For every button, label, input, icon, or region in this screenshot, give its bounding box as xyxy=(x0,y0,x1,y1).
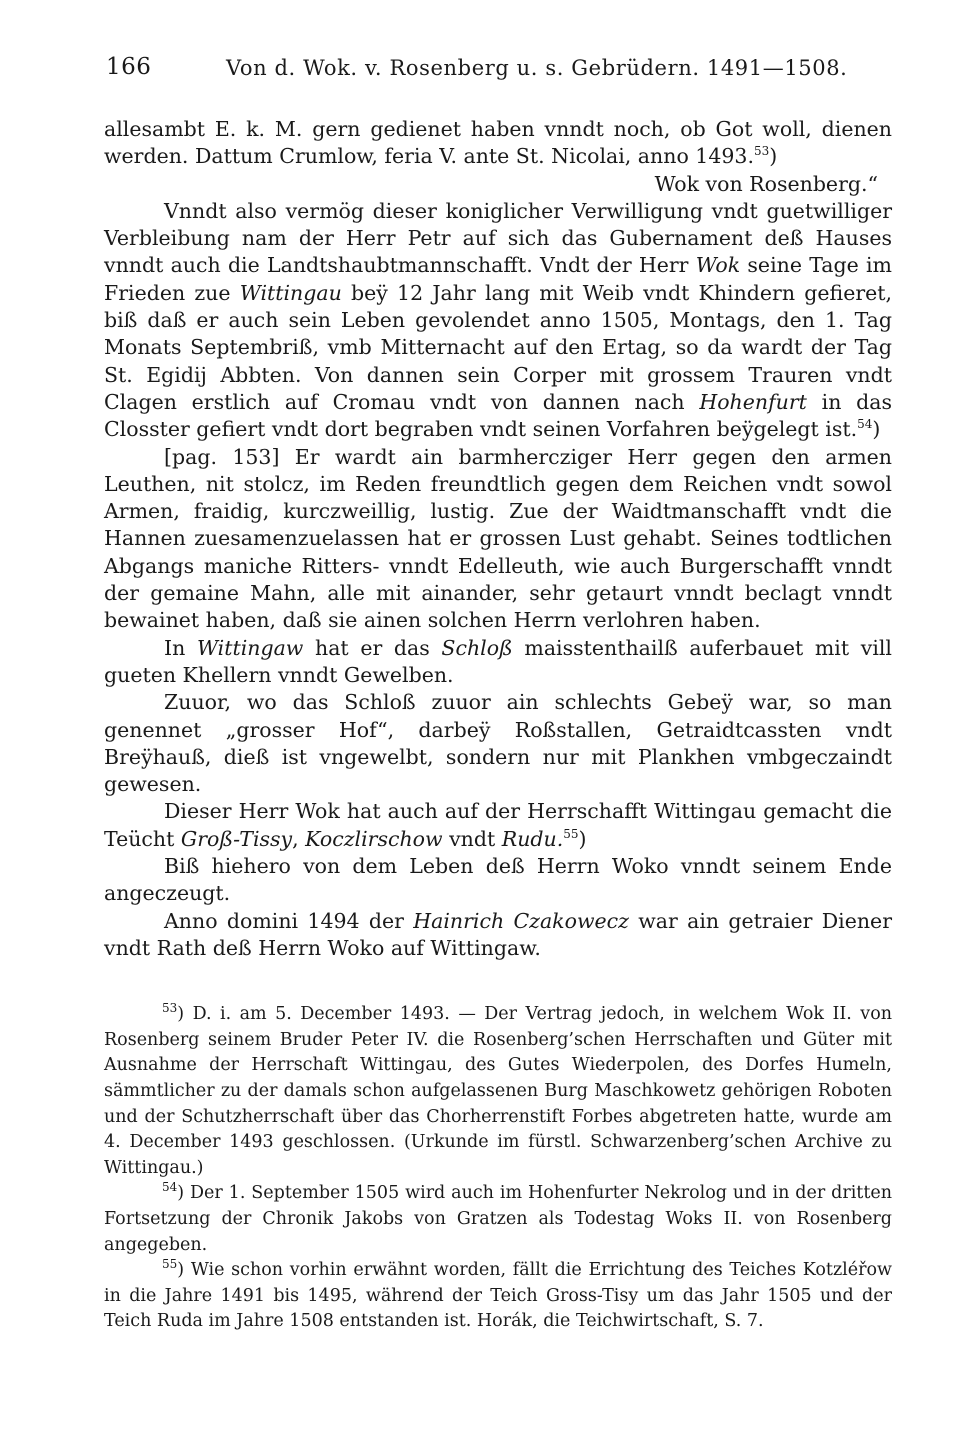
place-wittingau: Wittingau xyxy=(239,280,342,305)
paragraph-letter-close: allesambt E. k. M. gern gedienet haben vnndt noch, ob Got woll, dienen werden. Dattum Crumlow, feria V. ante St. Nicolai, anno 1493.53) xyxy=(104,117,892,169)
footnote-54: $^{54}$) Der 1. September 1505 wird auch im Hohenfurter Nekrolog und in der dritten Fortsetzung der Chronik Jakobs von Gratzen als Todestag Woks II. von Rosenberg angegeben. xyxy=(104,1180,892,1255)
footnote-mark-54: 54 xyxy=(162,1180,178,1195)
paragraph-grosser-hof: Zuuor, wo das Schloß zuuor ain schlechts Gebeÿ war, so man genennet „grosser Hof“, darbeÿ Roßstallen, Getraidtcassten vndt Breÿhauß, dieß ist vngewelbt, sondern nur mit Plankhen vmbgeczaindt gewesen. xyxy=(104,690,892,797)
running-head xyxy=(104,48,892,88)
footnote-ref-54: 54 xyxy=(857,417,873,432)
name-wok: Wok xyxy=(695,253,741,278)
pond-rudu: Rudu. xyxy=(501,826,564,851)
word-schloss: Schloß xyxy=(441,635,513,660)
paragraph-gubernament: Vnndt also vermög dieser koniglicher Verwilligung vndt guetwilliger Verbleibung nam der Herr Petr auf sich das Gubernament deß Hauses vnndt auch die Landtshaubtmannschafft. Vndt der Herr Wok seine Tage im Frieden zue Wittingau beÿ 12 Jahr lang mit Weib vndt Khindern gefieret, biß daß er auch sein Leben gevolendet anno 1505, Montags, den 1. Tag Monats Septembriß, vmb Mitternacht auf den Ertag, so da wardt der Tag St. Egidij Abbten. Von dannen sein Corper mit grossem Trauren vndt Clagen erstlich auf Cromau vndt von dannen nach Hohenfurt in das Closster gefiert vndt dort begraben vndt seinen Vorfahren beÿgelegt ist.$^{54}$) xyxy=(104,198,893,442)
place-wittingaw: Wittingaw xyxy=(196,635,304,660)
name-hainrich: Hainrich Czakowecz xyxy=(413,908,629,933)
pond-gross-tissy: Groß-Tissy xyxy=(180,826,293,851)
paragraph-end-of-life: Biß hiehero von dem Leben deß Herrn Woko vnndt seinem Ende angeczeugt. xyxy=(104,854,892,906)
paragraph-schloss: In Wittingaw hat er das Schloß maisstenthailß auferbauet mit vill gueten Khellern vnndt Gewelben. xyxy=(104,635,892,687)
footnote-mark-55: 55 xyxy=(162,1257,178,1272)
paragraph-ponds: Dieser Herr Wok hat auch auf der Herrschafft Wittingau gemacht die Teücht Groß-Tissy, Koczlirschow vndt Rudu.$^{55}$) xyxy=(104,799,892,851)
footnote-ref-55: 55 xyxy=(563,826,579,841)
page-number: 166 xyxy=(106,54,152,80)
running-title: Von d. Wok. v. Rosenberg u. s. Gebrüdern. 1491—1508. xyxy=(226,56,848,80)
place-hohenfurt: Hohenfurt xyxy=(699,389,807,414)
footnote-53: $^{53}$) D. i. am 5. December 1493. — Der Vertrag jedoch, in welchem Wok II. von Rosenberg seinem Bruder Peter IV. die Rosenberg’schen Herrschaften und Güter mit Ausnahme der Herrschaft Wittingau, des Gutes Wiederpolen, des Dorfes Humeln, sämmtlicher zu der damals schon aufgelassenen Burg Maschkowetz gehörigen Roboten und der Schutzherrschaft über das Chorherrenstift Forbes abgetreten hatte, wurde am 4. December 1493 geschlossen. (Urkunde im fürstl. Schwarzenberg’schen Archive zu Wittingau.) xyxy=(104,1001,892,1178)
footnote-55: $^{55}$) Wie schon vorhin erwähnt worden, fällt die Errichtung des Teiches Kotzléřow in die Jahre 1491 bis 1495, während der Teich Gross-Tisy um das Jahr 1505 und der Teich Ruda im Jahre 1508 entstanden ist. Horák, die Teichwirtschaft, S. 7. xyxy=(104,1257,892,1332)
paragraph-hainrich: Anno domini 1494 der Hainrich Czakowecz war ain getraier Diener vndt Rath deß Herrn Woko auf Wittingaw. xyxy=(104,908,892,960)
main-text xyxy=(104,116,892,962)
footnote-mark-53: 53 xyxy=(162,1001,178,1016)
footnote-ref-53: 53 xyxy=(753,144,770,159)
pond-koczlirschow: Koczlirschow xyxy=(305,826,443,851)
paragraph-character: [pag. 153] Er wardt ain barmhercziger Herr gegen den armen Leuthen, nit stolcz, im Reden freundtlich gegen dem Reichen vndt sowol Armen, fraidig, kurczweillig, lustig. Zue der Waidtmanschafft vndt die Hannen zuesamenzuelassen hat er grossen Lust gehabt. Seines todtlichen Abgangs maniche Ritters- vnndt Edelleuth, wie auch Burgerschafft vnndt der gemaine Mahn, alle mit ainander, sehr getaurt vnndt beclagt vnndt bewainet haben, daß sie ainen solchen Herrn verlohren haben. xyxy=(104,444,892,633)
book-page xyxy=(104,48,892,1335)
footnotes xyxy=(104,1002,892,1335)
letter-signature: Wok von Rosenberg.“ xyxy=(654,171,878,196)
